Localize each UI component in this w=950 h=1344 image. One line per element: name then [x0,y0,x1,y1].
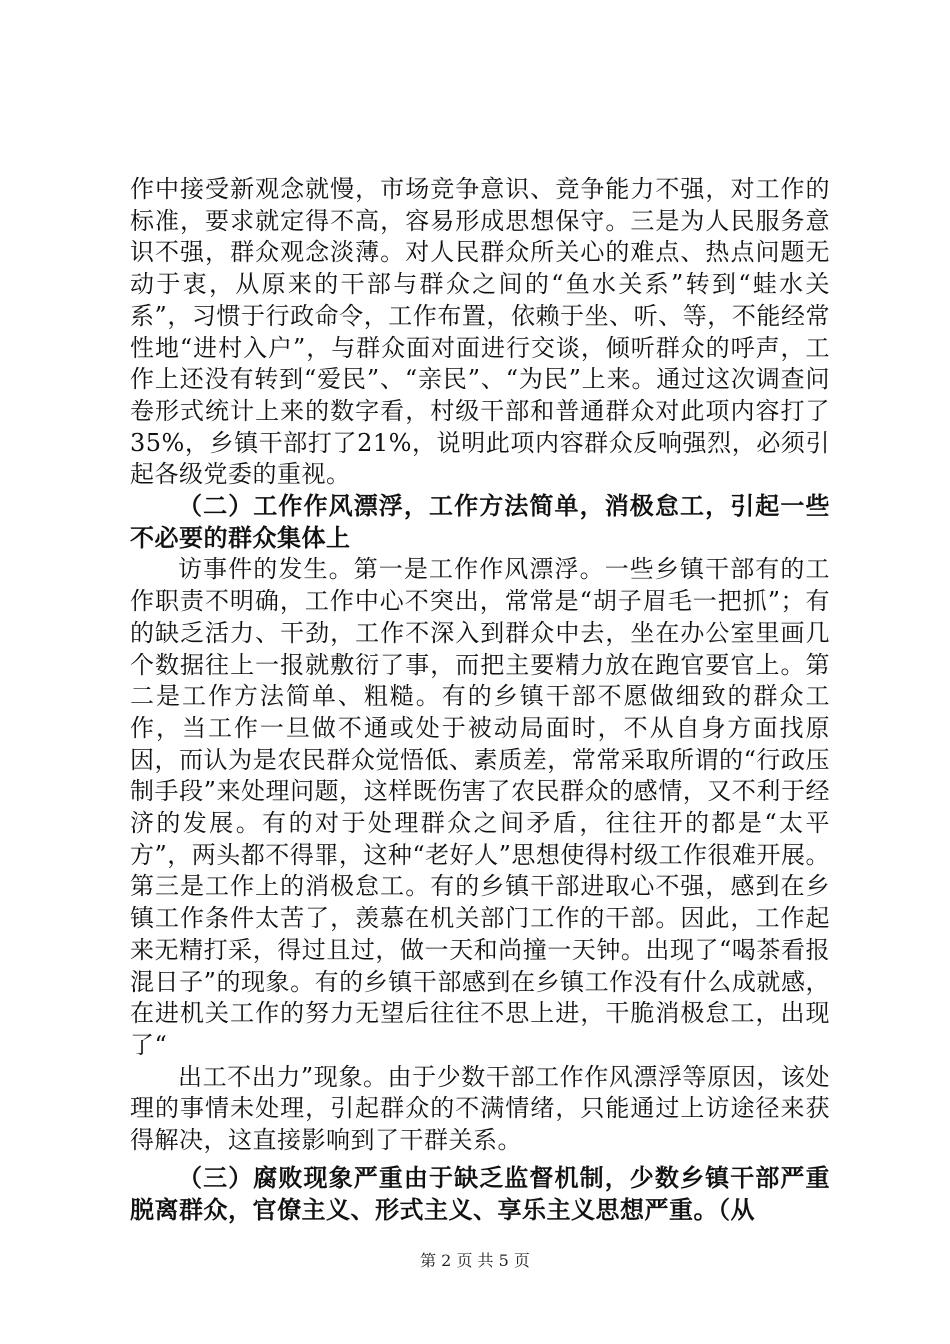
paragraph-3: 出工不出力”现象。由于少数干部工作作风漂浮等原因，该处理的事情未处理，引起群众的不满情绪，只能通过上访途径来获得解决，这直接影响到了干群关系。 [130,1062,830,1155]
document-body [130,174,830,1226]
section-heading-3: （三）腐败现象严重由于缺乏监督机制，少数乡镇干部严重脱离群众，官僚主义、形式主义、享乐主义思想严重。（从 [130,1163,830,1224]
paragraph-1: 作中接受新观念就慢，市场竞争意识、竞争能力不强，对工作的标准，要求就定得不高，容易形成思想保守。三是为人民服务意识不强，群众观念淡薄。对人民群众所关心的难点、热点问题无动于衷，从原来的干部与群众之间的“鱼水关系”转到“蛙水关系”，习惯于行政命令，工作布置，依赖于坐、听、等，不能经常性地“进村入户”，与群众面对面进行交谈，倾听群众的呼声，工作上还没有转到“爱民”、“亲民”、“为民”上来。通过这次调查问卷形式统计上来的数字看，村级干部和普通群众对此项内容打了35%，乡镇干部打了21%，说明此项内容群众反响强烈，必须引起各级党委的重视。 [130,175,830,489]
page-footer: 第 2 页 共 5 页 [420,1251,530,1270]
paragraph-2: 访事件的发生。第一是工作作风漂浮。一些乡镇干部有的工作职责不明确，工作中心不突出，常常是“胡子眉毛一把抓”；有的缺乏活力、干劲，工作不深入到群众中去，坐在办公室里画几个数据往上一报就敷衍了事，而把主要精力放在跑官要官上。第二是工作方法简单、粗糙。有的乡镇干部不愿做细致的群众工作，当工作一旦做不通或处于被动局面时，不从自身方面找原因，而认为是农民群众觉悟低、素质差，常常采取所谓的“行政压制手段”来处理问题，这样既伤害了农民群众的感情，又不利于经济的发展。有的对于处理群众之间矛盾，往往开的都是“太平方”，两头都不得罪，这种“老好人”思想使得村级工作很难开展。第三是工作上的消极怠工。有的乡镇干部进取心不强，感到在乡镇工作条件太苦了，羡慕在机关部门工作的干部。因此，工作起来无精打采，得过且过，做一天和尚撞一天钟。出现了“喝茶看报混日子”的现象。有的乡镇干部感到在乡镇工作没有什么成就感，在进机关工作的努力无望后往往不思上进，干脆消极怠工，出现了“ [130,555,830,1059]
section-heading-2: （二）工作作风漂浮，工作方法简单，消极怠工，引起一些不必要的群众集体上 [130,492,830,552]
